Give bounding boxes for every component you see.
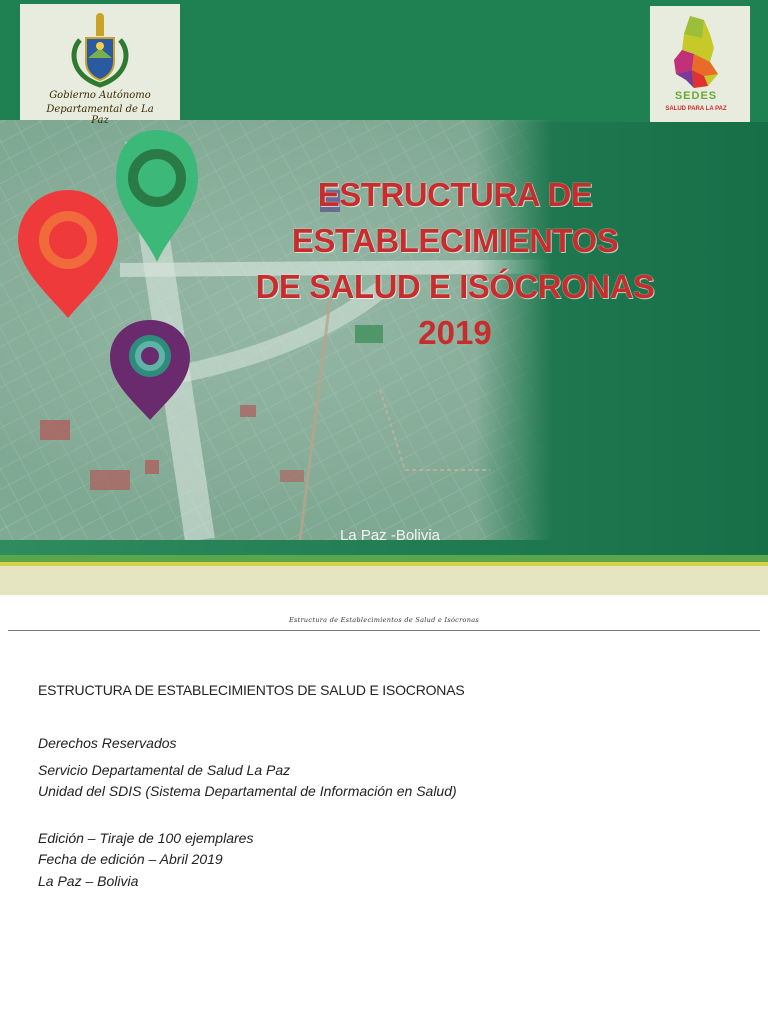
sedes-logo-name: SEDES (674, 90, 718, 102)
cover-title-line-2: ESTABLECIMIENTOS (291, 222, 619, 259)
edition-text: Edición – Tiraje de 100 ejemplares (38, 830, 254, 846)
government-emblem-logo (40, 10, 160, 126)
institution-text: Servicio Departamental de Salud La Paz (38, 762, 291, 778)
header-divider (8, 630, 760, 631)
document-title: ESTRUCTURA DE ESTABLECIMIENTOS DE SALUD E ISOCRONAS (38, 682, 465, 698)
location-text: La Paz – Bolivia (38, 873, 139, 889)
sedes-logo (664, 14, 728, 120)
running-header: Estructura de Establecimientos de Salud e Isócronas (288, 616, 480, 624)
cover-title (240, 172, 670, 356)
government-logo-line-2: Departamental de La Paz (46, 104, 154, 126)
coat-of-arms-icon (40, 10, 160, 90)
government-logo-line-1: Gobierno Autónomo (49, 90, 151, 101)
edition-date-text: Fecha de edición – Abril 2019 (38, 851, 223, 867)
la-paz-map-icon (664, 14, 728, 92)
cover-place: La Paz -Bolivia (339, 527, 441, 544)
sedes-logo-tagline: SALUD PARA LA PAZ (665, 106, 727, 112)
cover-title-line-1: ESTRUCTURA DE (317, 176, 593, 213)
cover-title-line-3: DE SALUD E ISÓCRONAS (255, 268, 655, 305)
rights-text: Derechos Reservados (38, 735, 177, 751)
cover-year: 2019 (418, 314, 492, 351)
unit-text: Unidad del SDIS (Sistema Departamental de Información en Salud) (38, 783, 457, 799)
